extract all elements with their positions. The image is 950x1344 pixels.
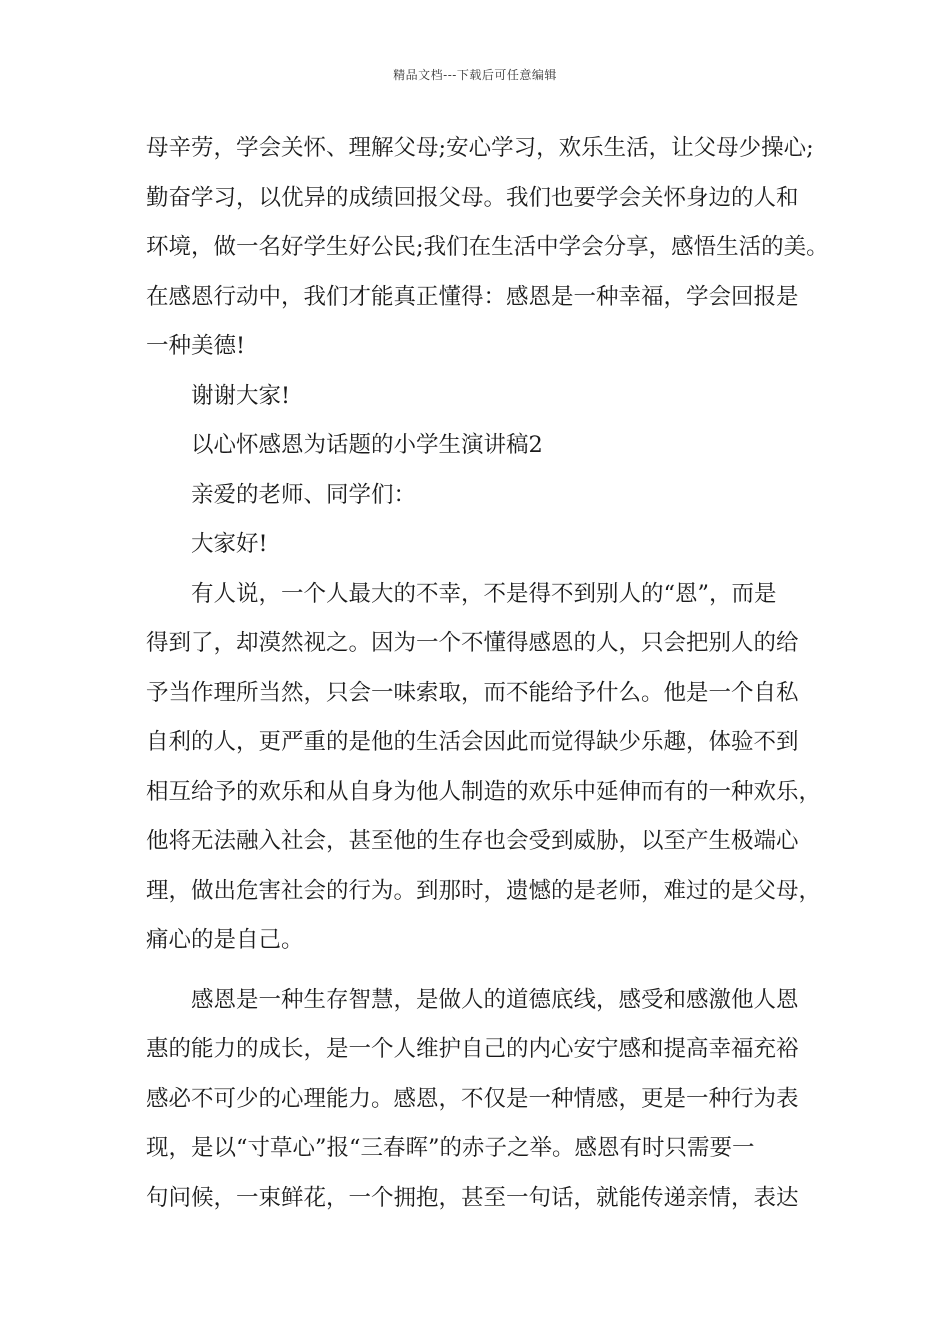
- text-line: 亲爱的老师、同学们：: [191, 481, 417, 508]
- text-line: 一种美德!: [146, 333, 246, 359]
- text-line: 痛心的是自己。: [146, 927, 304, 953]
- text-line: 有人说，一个人最大的不幸，不是得不到别人的“恩”，而是: [191, 580, 777, 607]
- text-line: 母辛劳，学会关怀、理解父母;安心学习，欢乐生活，让父母少操心;: [146, 135, 814, 161]
- text-line: 以心怀感恩为话题的小学生演讲稿2: [191, 432, 543, 458]
- document-body: [146, 124, 836, 1223]
- text-line: 环境，做一名好学生好公民;我们在生活中学会分享，感悟生活的美。: [146, 234, 829, 260]
- text-line: 感必不可少的心理能力。感恩，不仅是一种情感，更是一种行为表: [146, 1085, 799, 1112]
- text-line: 句问候，一束鲜花，一个拥抱，甚至一句话，就能传递亲情，表达: [146, 1184, 799, 1211]
- text-line: 勤奋学习，以优异的成绩回报父母。我们也要学会关怀身边的人和: [146, 184, 799, 211]
- page-header: 精品文档---下载后可任意编辑: [393, 68, 557, 82]
- text-line: 谢谢大家!: [191, 382, 291, 409]
- paragraph-gap: [146, 966, 836, 976]
- text-line: 得到了，却漠然视之。因为一个不懂得感恩的人，只会把别人的给: [146, 630, 799, 656]
- text-line: 自利的人，更严重的是他的生活会因此而觉得缺少乐趣，体验不到: [146, 729, 799, 755]
- text-line: 理，做出危害社会的行为。到那时，遗憾的是老师，难过的是父母，: [146, 877, 822, 904]
- text-line: 予当作理所当然，只会一味索取，而不能给予什么。他是一个自私: [146, 679, 799, 706]
- text-line: 相互给予的欢乐和从自身为他人制造的欢乐中延伸而有的一种欢乐，: [146, 778, 822, 805]
- text-line: 惠的能力的成长，是一个人维护自己的内心安宁感和提高幸福充裕: [146, 1036, 799, 1062]
- text-line: 感恩是一种生存智慧，是做人的道德底线，感受和感激他人恩: [191, 986, 799, 1013]
- text-line: 现，是以“寸草心”报“三春晖”的赤子之举。感恩有时只需要一: [146, 1135, 755, 1161]
- text-line: 他将无法融入社会，甚至他的生存也会受到威胁，以至产生极端心: [146, 828, 799, 854]
- text-line: 大家好!: [191, 531, 268, 557]
- text-line: 在感恩行动中，我们才能真正懂得：感恩是一种幸福，学会回报是: [146, 283, 799, 310]
